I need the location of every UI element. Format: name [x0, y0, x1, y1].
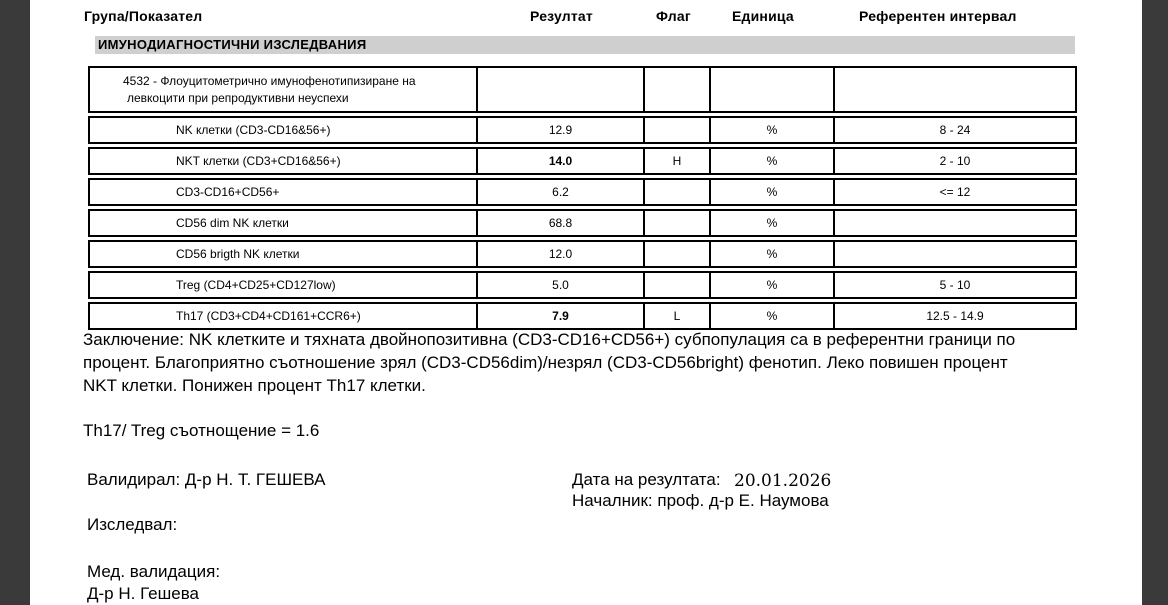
test-group-line1: 4532 - Флоуцитометрично имунофенотипизиране на — [123, 73, 416, 88]
row-name: CD3-CD16+CD56+ — [88, 178, 476, 206]
report-page — [30, 0, 1142, 605]
table-row — [88, 240, 1077, 268]
row-name: Th17 (CD3+CD4+CD161+CCR6+) — [88, 302, 476, 330]
row-reference — [833, 209, 1077, 237]
row-result: 6.2 — [476, 178, 643, 206]
table-row — [88, 271, 1077, 299]
row-reference: 2 - 10 — [833, 147, 1077, 175]
table-row — [88, 116, 1077, 144]
department-head: Началник: проф. д-р Е. Наумова — [572, 491, 829, 510]
table-row — [88, 209, 1077, 237]
row-flag — [643, 209, 709, 237]
row-reference: <= 12 — [833, 178, 1077, 206]
row-result: 12.0 — [476, 240, 643, 268]
table-row — [88, 178, 1077, 206]
row-unit: % — [709, 240, 833, 268]
row-name: CD56 dim NK клетки — [88, 209, 476, 237]
test-group-result — [476, 66, 643, 113]
test-group-line2: левкоцити при репродуктивни неуспехи — [127, 90, 349, 105]
row-reference: 12.5 - 14.9 — [833, 302, 1077, 330]
row-flag — [643, 178, 709, 206]
row-reference: 8 - 24 — [833, 116, 1077, 144]
row-name: Treg (CD4+CD25+CD127low) — [88, 271, 476, 299]
row-name: NKT клетки (CD3+CD16&56+) — [88, 147, 476, 175]
row-flag — [643, 240, 709, 268]
row-unit: % — [709, 178, 833, 206]
row-flag — [643, 271, 709, 299]
header-flag: Флаг — [656, 8, 691, 24]
row-unit: % — [709, 116, 833, 144]
conclusion-line2: процент. Благоприятно съотношение зрял (CD3-CD56dim)/незрял (CD3-CD56bright) фенотип. Леко повишен процент — [83, 353, 1008, 372]
th17-treg-ratio: Th17/ Treg съотнощение = 1.6 — [83, 421, 320, 440]
header-group: Група/Показател — [84, 8, 203, 24]
row-unit: % — [709, 271, 833, 299]
examined-by: Изследвал: — [87, 515, 178, 534]
med-validation-name: Д-р Н. Гешева — [87, 584, 199, 603]
test-group-unit — [709, 66, 833, 113]
row-reference: 5 - 10 — [833, 271, 1077, 299]
test-group-name — [88, 66, 476, 113]
validated-by: Валидирал: Д-р Н. Т. ГЕШЕВА — [87, 470, 326, 489]
row-result: 14.0 — [476, 147, 643, 175]
table-row — [88, 147, 1077, 175]
results-table — [88, 63, 1077, 333]
row-flag — [643, 116, 709, 144]
header-reference: Референтен интервал — [859, 8, 1017, 24]
med-validation-label: Мед. валидация: — [87, 562, 221, 581]
header-unit: Единица — [732, 8, 794, 24]
row-unit: % — [709, 147, 833, 175]
row-result: 12.9 — [476, 116, 643, 144]
row-result: 68.8 — [476, 209, 643, 237]
row-result: 5.0 — [476, 271, 643, 299]
row-flag: L — [643, 302, 709, 330]
row-unit: % — [709, 209, 833, 237]
conclusion-line1: Заключение: NK клетките и тяхната двойнопозитивна (CD3-CD16+CD56+) субпопулация са в референтни граници по — [83, 330, 1016, 349]
section-title: ИМУНОДИАГНОСТИЧНИ ИЗСЛЕДВАНИЯ — [98, 37, 367, 52]
test-group-row — [88, 66, 1077, 113]
row-unit: % — [709, 302, 833, 330]
test-group-flag — [643, 66, 709, 113]
section-bar — [95, 36, 1075, 54]
result-date-value: 20.01.2026 — [734, 471, 832, 491]
header-result: Резултат — [530, 8, 593, 24]
result-date-label: Дата на резултата: — [572, 470, 721, 489]
test-group-reference — [833, 66, 1077, 113]
row-result: 7.9 — [476, 302, 643, 330]
conclusion-line3: NKT клетки. Понижен процент Th17 клетки. — [83, 376, 426, 395]
row-reference — [833, 240, 1077, 268]
table-row — [88, 302, 1077, 330]
row-name: CD56 brigth NK клетки — [88, 240, 476, 268]
row-flag: H — [643, 147, 709, 175]
row-name: NK клетки (CD3-CD16&56+) — [88, 116, 476, 144]
